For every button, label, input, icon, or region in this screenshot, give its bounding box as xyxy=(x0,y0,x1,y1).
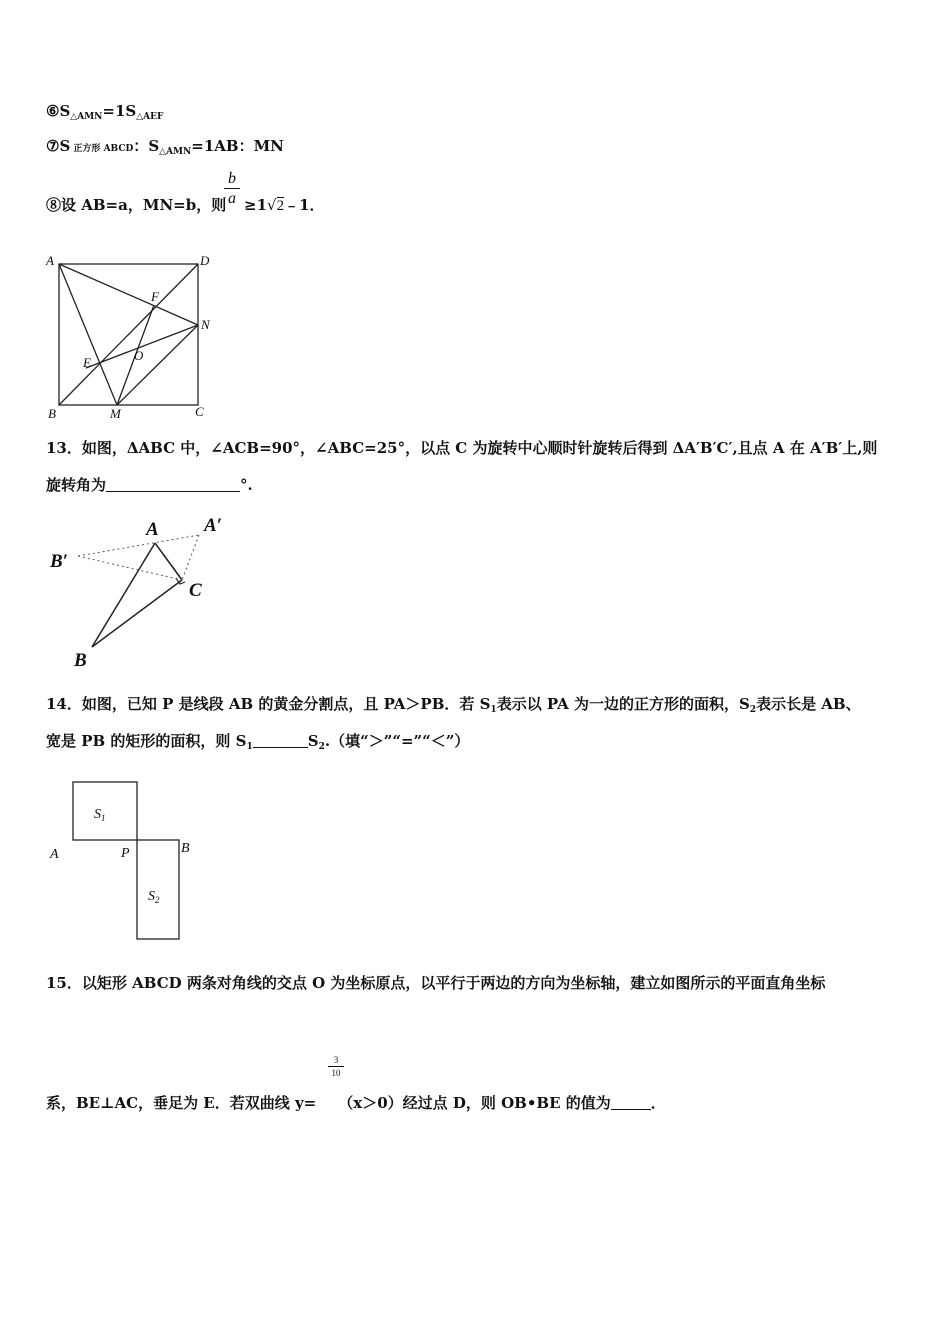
item-8: ⑧设 AB=a，MN=b，则 xyxy=(46,196,227,214)
label-a13: A xyxy=(146,519,159,540)
label-b13: B xyxy=(74,650,87,671)
diagonal-bd xyxy=(59,264,198,405)
question-14-line1: 14．如图，已知 P 是线段 AB 的黄金分割点，且 PA＞PB．若 $S_1$表示以 PA 为一边的正方形的面积，$S_2$表示长是 AB、 xyxy=(46,695,861,715)
question-15-line2: 系，BE⊥AC，垂足为 E．若双曲线 y= （x＞0）经过点 D，则 OB•BE 的值为 ． xyxy=(46,1094,666,1112)
label-a14: A xyxy=(50,847,59,862)
item-8-tail: ≥1√2﹣1． xyxy=(244,196,325,214)
segment-am xyxy=(59,264,117,405)
label-e: E xyxy=(83,355,91,370)
segment-mn xyxy=(117,325,198,405)
right-angle-mark xyxy=(176,578,185,584)
label-o: O xyxy=(134,348,144,363)
item-8-fraction: $\frac{b}{a}$ xyxy=(224,170,240,209)
segment-fm xyxy=(117,305,154,405)
label-c: C xyxy=(195,404,204,419)
label-b14: B xyxy=(181,841,190,856)
rectangle-s2 xyxy=(137,840,179,939)
label-d: D xyxy=(200,253,210,268)
segment-ac xyxy=(155,543,182,580)
question-13-line2: 旋转角为 °. xyxy=(46,476,253,494)
item-7: ⑦S 正方形 ABCD：$S_{\triangle AMN}=1AB$：MN xyxy=(46,137,284,157)
label-s2: $S_2$ xyxy=(148,889,160,905)
square-abcd xyxy=(59,264,198,405)
question-14-line2: 宽是 PB 的矩形的面积，则 $S_1$ $S_2$.（填“＞”“=”“＜”） xyxy=(46,732,470,752)
square-s1 xyxy=(73,782,137,840)
label-s1: $S_1$ xyxy=(94,807,106,823)
segment-a2-c xyxy=(182,535,199,580)
label-f: F xyxy=(151,289,159,304)
segment-an xyxy=(59,264,198,325)
item-6: $⑥S_{\triangle AMN}=1S_{\triangle AEF}$ xyxy=(46,102,164,122)
label-n: N xyxy=(201,317,210,332)
segment-bc xyxy=(92,580,182,647)
segment-b2-a2 xyxy=(78,535,199,556)
answer-blank-13 xyxy=(106,477,240,492)
label-m: M xyxy=(110,406,121,421)
question-15-line1: 15．以矩形 ABCD 两条对角线的交点 O 为坐标原点，以平行于两边的方向为坐标轴，建立如图所示的平面直角坐标 xyxy=(46,974,826,992)
label-a: A xyxy=(46,253,54,268)
label-b: B xyxy=(48,406,56,421)
label-c13: C xyxy=(189,580,202,601)
segment-en xyxy=(86,325,198,368)
sqrt-sign: √ xyxy=(267,196,277,214)
answer-blank-15 xyxy=(611,1095,651,1110)
segment-b2-c xyxy=(78,556,182,580)
label-b-prime: B′ xyxy=(50,551,69,572)
segment-ab xyxy=(92,543,155,647)
answer-blank-14 xyxy=(253,733,308,748)
label-a-prime: A′ xyxy=(204,515,223,536)
label-p: P xyxy=(121,846,130,861)
q15-fraction: $\frac{3}{10}$ xyxy=(328,1054,344,1079)
question-13-line1: 13．如图，ΔABC 中，∠ACB=90°，∠ABC=25°，以点 C 为旋转中心顺时针旋转后得到 ΔA′B′C′,且点 A 在 A′B′上,则 xyxy=(46,439,878,457)
